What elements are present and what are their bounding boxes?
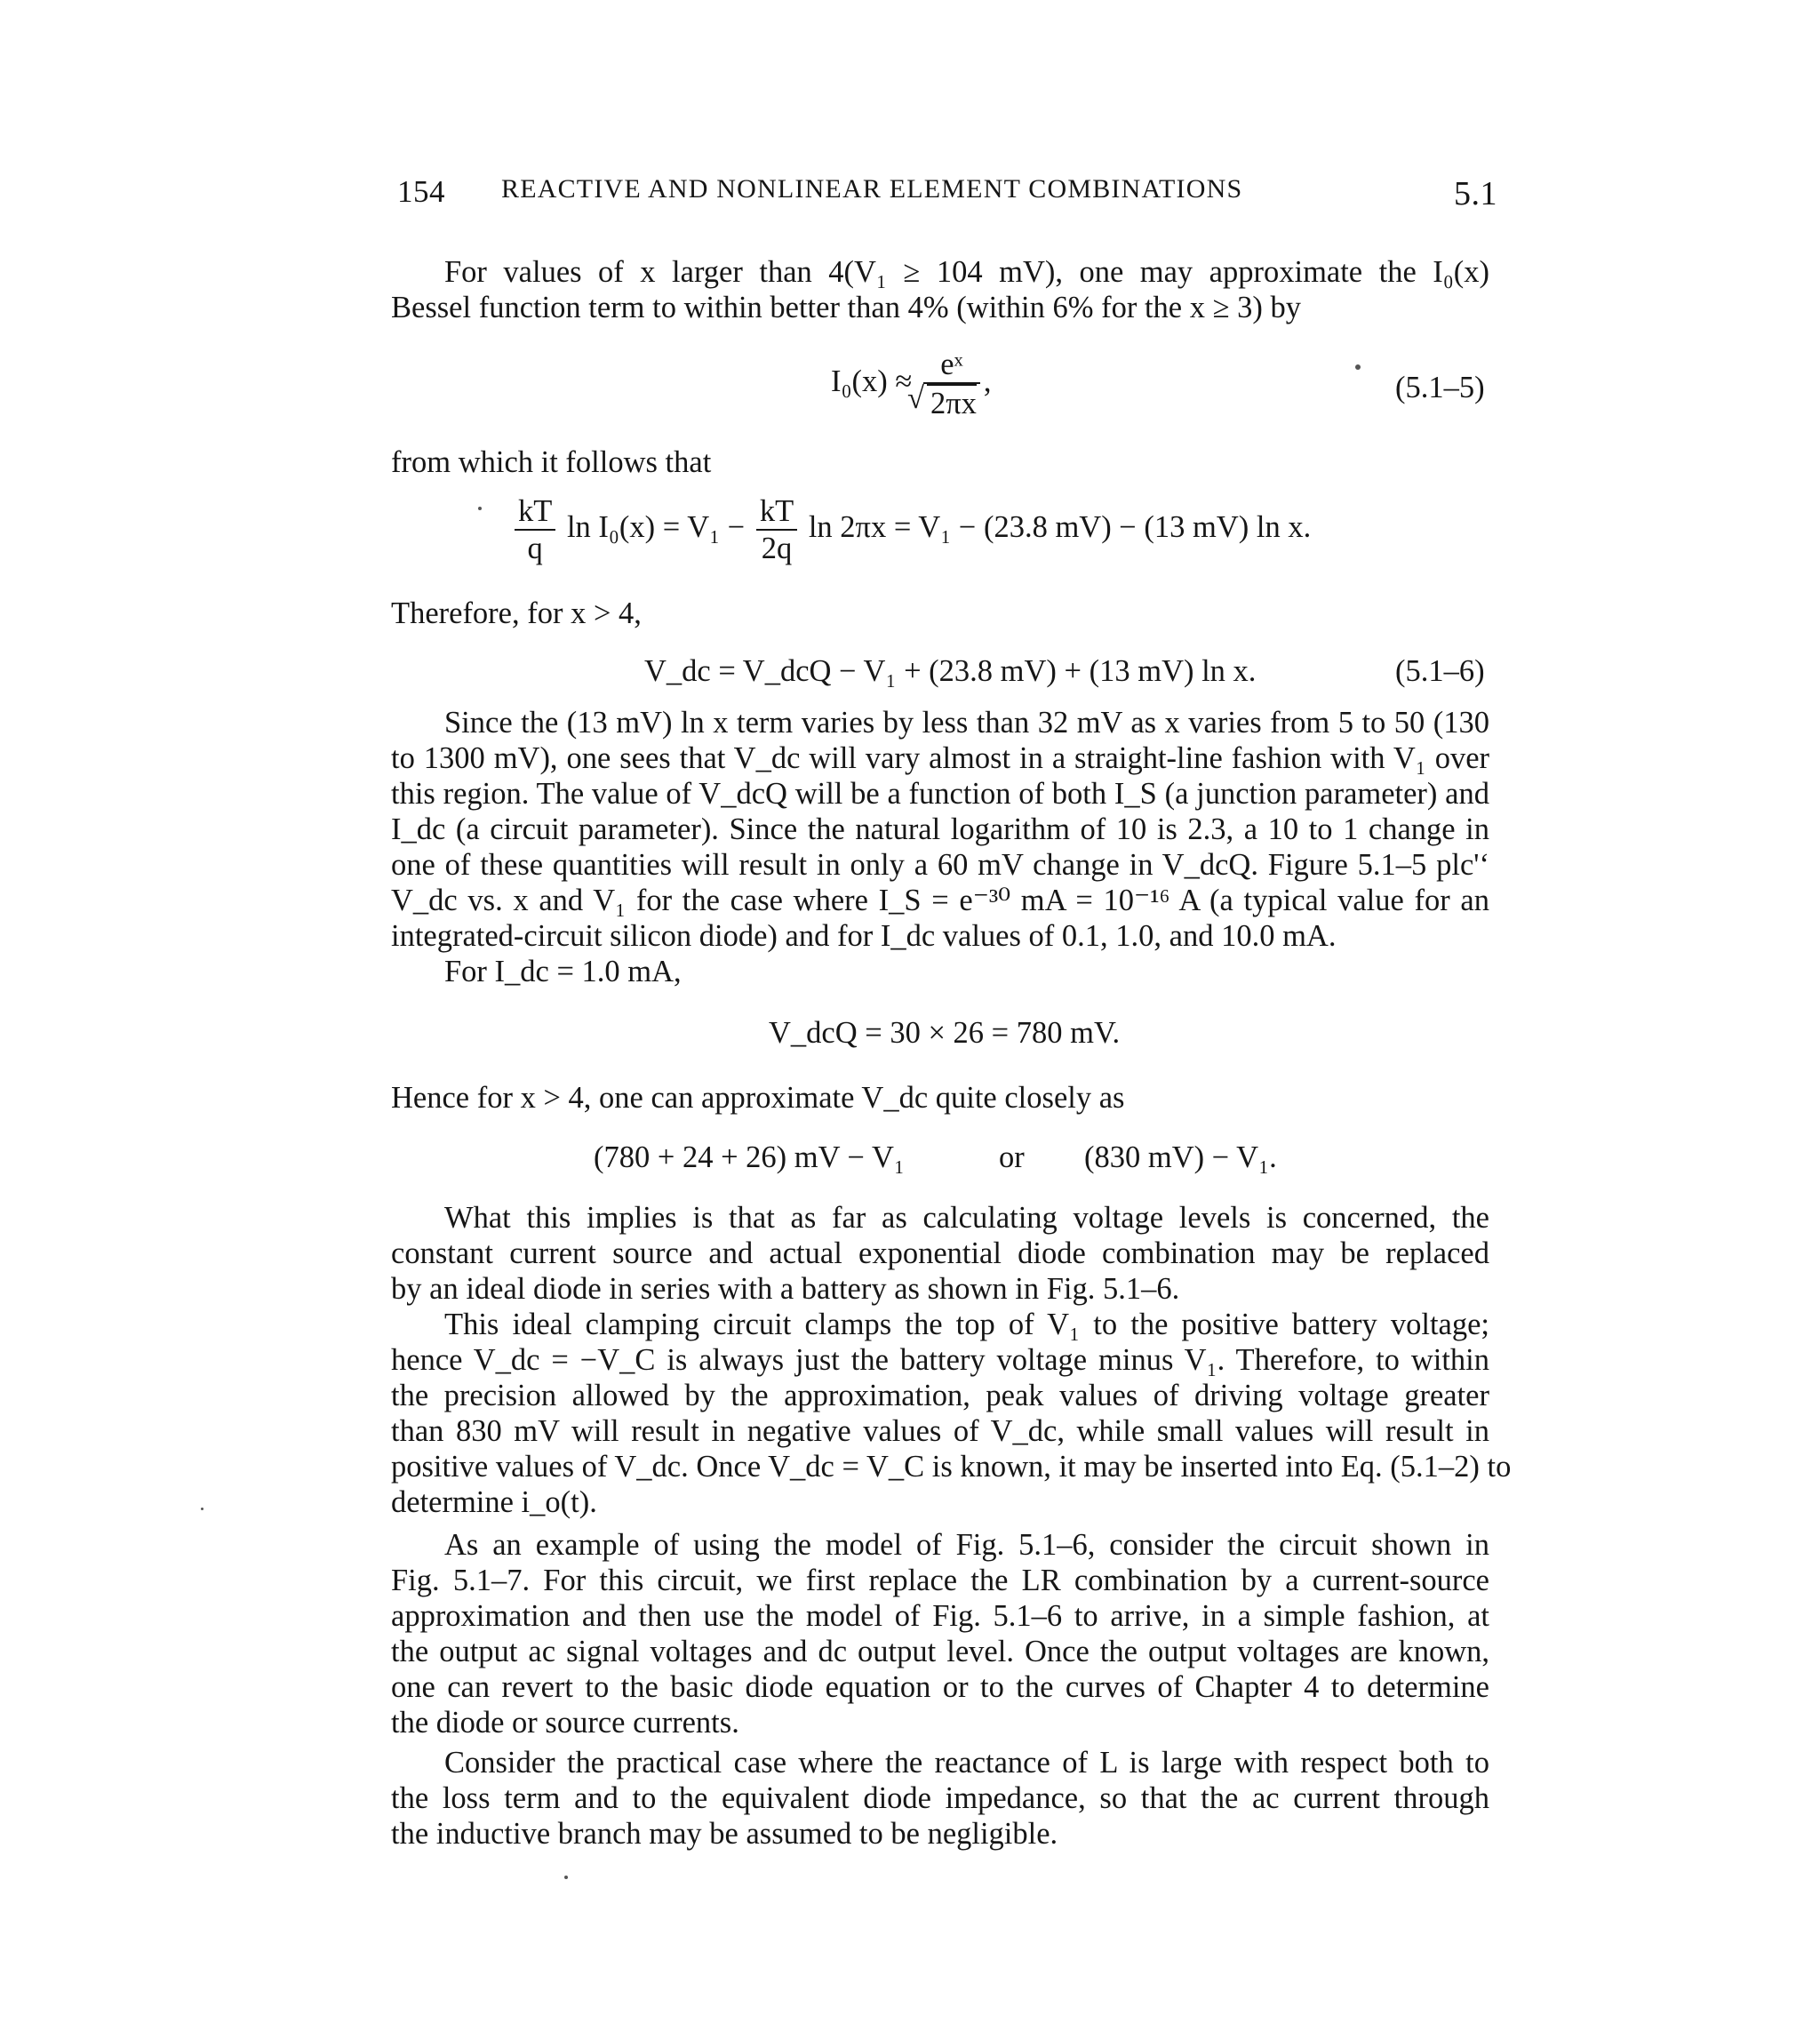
equation-or: or [999,1140,1025,1174]
equation-fraction [756,493,797,566]
equation-5-1-6: V_dc = V_dcQ − V₁ + (23.8 mV) + (13 mV) ln x. [644,654,1257,688]
paragraph-line: the loss term and to the equivalent diode impedance, so that the ac current through [391,1781,1489,1815]
paragraph-line: Since the (13 mV) ln x term varies by less than 32 mV as x varies from 5 to 50 (130 [444,706,1489,740]
scan-speck [1355,364,1361,370]
paragraph-line: What this implies is that as far as calculating voltage levels is concerned, the [444,1201,1489,1235]
paragraph-line: Hence for x > 4, one can approximate V_dc quite closely as [391,1081,1125,1115]
paragraph-line: Therefore, for x > 4, [391,596,642,630]
scan-speck [564,1876,568,1879]
equation-number: (5.1–6) [1395,654,1485,688]
fraction-numerator: eˣ [940,348,963,381]
paragraph-line: Consider the practical case where the reactance of L is large with respect both to [444,1746,1489,1780]
paragraph-line: to 1300 mV), one sees that V_dc will vary almost in a straight-line fashion with V₁ over [391,741,1489,775]
equation-vdcq: V_dcQ = 30 × 26 = 780 mV. [769,1016,1121,1050]
equation-term: ln I₀(x) = V₁ − [566,509,746,544]
paragraph-line: Bessel function term to within better than 4% (within 6% for the x ≥ 3) by [391,291,1302,324]
paragraph-line: I_dc (a circuit parameter). Since the natural logarithm of 10 is 2.3, a 10 to 1 change in [391,812,1489,846]
paragraph-line: approximation and then use the model of Fig. 5.1–6 to arrive, in a simple fashion, at [391,1599,1489,1633]
paragraph-line: one of these quantities will result in only a 60 mV change in V_dcQ. Figure 5.1–5 plc'‘ [391,848,1489,882]
running-title: REACTIVE AND NONLINEAR ELEMENT COMBINATIONS [501,174,1243,204]
paragraph-line: by an ideal diode in series with a battery as shown in Fig. 5.1–6. [391,1272,1180,1306]
paragraph-line: one can revert to the basic diode equation or to the curves of Chapter 4 to determine [391,1670,1489,1704]
equation-term: , [983,364,992,398]
paragraph-line: the output ac signal voltages and dc output level. Once the output voltages are known, [391,1635,1489,1668]
equation-5-1-5 [831,347,991,421]
paragraph-line: the precision allowed by the approximation, peak values of driving voltage greater [391,1379,1489,1412]
paragraph-line: hence V_dc = −V_C is always just the battery voltage minus V₁. Therefore, to within [391,1343,1489,1377]
paragraph-line: V_dc vs. x and V₁ for the case where I_S = e⁻³⁰ mA = 10⁻¹⁶ A (a typical value for an [391,884,1489,917]
equation-number: (5.1–5) [1395,371,1485,404]
equation-approx-right: (830 mV) − V₁. [1084,1140,1277,1174]
paragraph-line: This ideal clamping circuit clamps the top of V₁ to the positive battery voltage; [444,1308,1489,1341]
paragraph-line: For I_dc = 1.0 mA, [444,955,682,988]
paragraph-line: than 830 mV will result in negative values of V_dc, while small values will result in [391,1414,1489,1448]
paragraph-line: positive values of V_dc. Once V_dc = V_C is known, it may be inserted into Eq. (5.1–2) to [391,1450,1512,1484]
paragraph-line: constant current source and actual exponential diode combination may be replaced [391,1236,1489,1270]
paragraph-line: integrated-circuit silicon diode) and for I_dc values of 0.1, 1.0, and 10.0 mA. [391,919,1337,953]
paragraph-line: this region. The value of V_dcQ will be a function of both I_S (a junction parameter) and [391,777,1489,811]
paragraph-line: Fig. 5.1–7. For this circuit, we first replace the LR combination by a current-source [391,1564,1489,1597]
paragraph-line: from which it follows that [391,445,712,479]
scan-speck [478,507,482,510]
page-number: 154 [397,174,445,209]
paragraph-line: determine i_o(t). [391,1485,597,1519]
scan-speck [201,1508,204,1510]
fraction-denominator: 2q [756,529,797,566]
fraction-denominator: q [515,529,555,566]
equation-term: I₀(x) ≈ [831,364,913,398]
equation-log-bessel [511,493,1311,566]
fraction-denominator [923,382,980,421]
equation-approx-left: (780 + 24 + 26) mV − V₁ [594,1140,905,1174]
equation-fraction [515,493,555,566]
paragraph-line: For values of x larger than 4(V₁ ≥ 104 mV), one may approximate the I₀(x) [444,255,1489,289]
fraction-numerator: kT [518,494,553,528]
section-number: 5.1 [1454,175,1497,212]
equation-fraction [923,347,980,421]
paragraph-line: the diode or source currents. [391,1706,739,1740]
paragraph-line: As an example of using the model of Fig. 5.1–6, consider the circuit shown in [444,1528,1489,1562]
equation-term: ln 2πx = V₁ − (23.8 mV) − (13 mV) ln x. [808,509,1312,544]
fraction-numerator: kT [759,494,794,528]
paragraph-line: the inductive branch may be assumed to be negligible. [391,1817,1058,1851]
sqrt-radicand: √ 2πx [927,384,977,421]
